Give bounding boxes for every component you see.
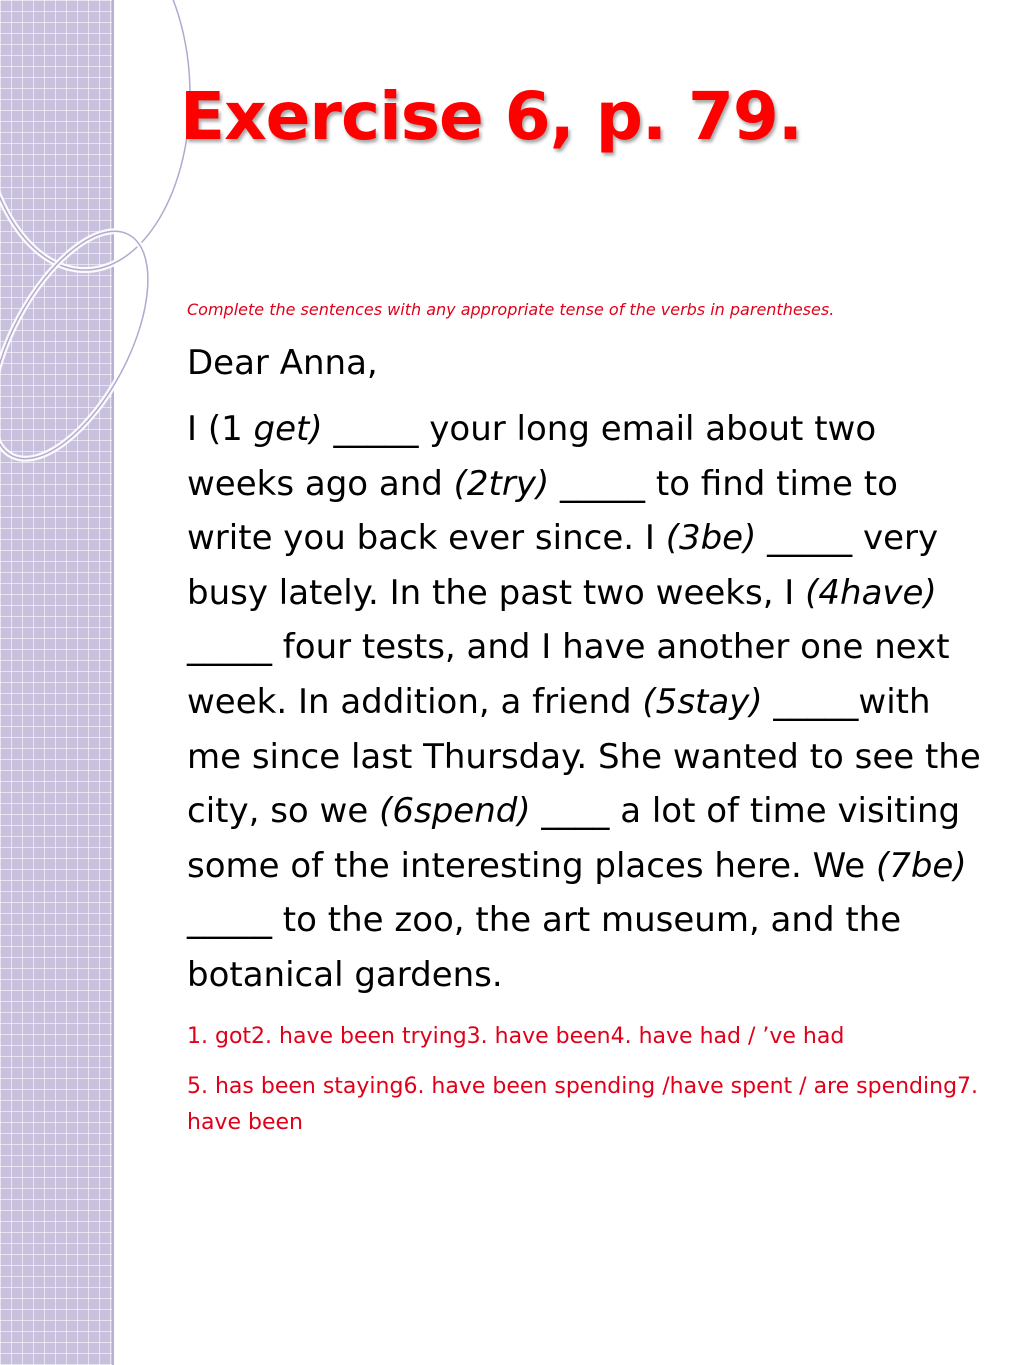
letter-text: _____ to the zoo, the art museum, and the botanical gardens.: [187, 900, 902, 995]
answer-key-line-1: 1. got2. have been trying3. have been4. have had / ’ve had: [187, 1023, 845, 1049]
verb-prompt-1: get): [253, 409, 323, 449]
verb-prompt-3: (3be): [665, 518, 757, 559]
verb-prompt-5: (5stay): [642, 681, 763, 722]
letter-text: _____ your long email about two weeks ago and: [187, 409, 877, 504]
letter-text: _____ to find time to write you back ever since. I: [187, 463, 898, 559]
letter-text: _____ four tests, and I have another one next week. In addition, a friend: [187, 627, 950, 722]
answer-key-line-2: 5. has been staying6. have been spending /have spent / are spending7. have been: [187, 1073, 979, 1135]
side-pattern-band: [0, 0, 114, 1365]
verb-prompt-6: (6spend): [379, 791, 531, 832]
verb-prompt-2: (2try): [453, 463, 550, 504]
verb-prompt-4: (4have): [805, 572, 937, 613]
slide-title: Exercise 6, p. 79.: [180, 78, 802, 155]
letter-text: _____with me since last Thursday. She wanted to see the city, so we: [187, 681, 981, 832]
letter-text: _____ very busy lately. In the past two weeks, I: [187, 518, 939, 613]
letter-body: [187, 402, 992, 1003]
letter-text: ____ a lot of time visiting some of the interesting places here. We: [187, 791, 961, 886]
letter-text: I (1: [187, 409, 254, 449]
letter-salutation: Dear Anna,: [187, 343, 378, 383]
verb-prompt-7: (7be): [875, 845, 967, 886]
slide-body: [187, 296, 992, 1155]
instruction-text: Complete the sentences with any appropriate tense of the verbs in parentheses.: [187, 300, 835, 319]
